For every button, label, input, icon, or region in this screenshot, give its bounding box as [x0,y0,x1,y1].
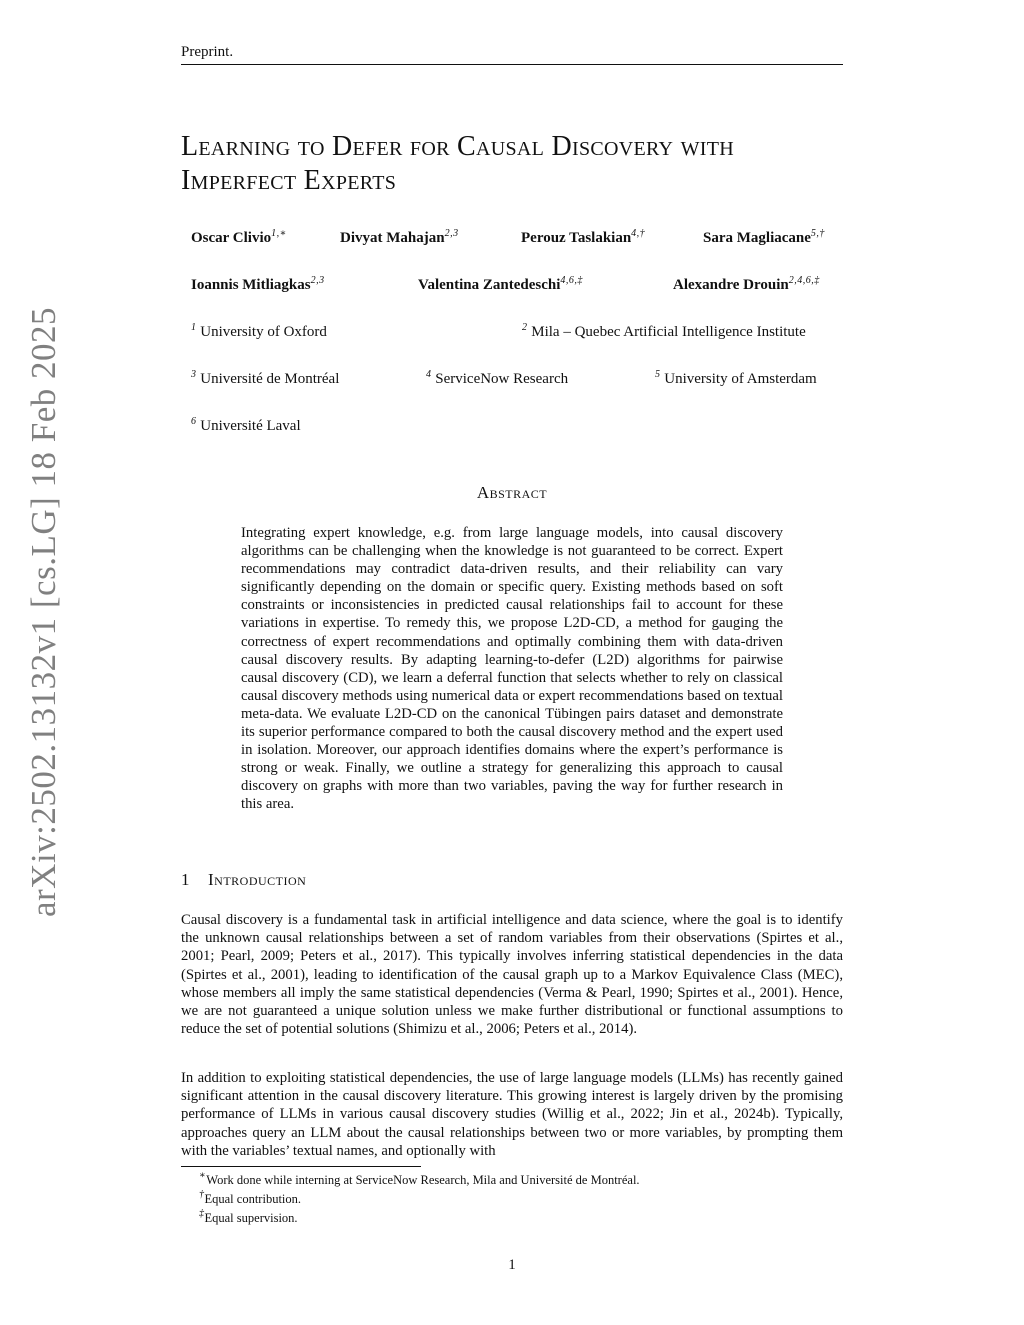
title-line-2: Imperfect Experts [181,165,397,196]
abstract-heading: Abstract [476,483,548,502]
author-marks: 4,6,‡ [560,275,583,286]
section-heading-introduction [181,870,306,890]
author [191,228,287,247]
affiliation [191,322,327,341]
footnote-mark: ‡ [199,1208,205,1219]
affiliation [655,369,817,388]
affiliation-name: University of Oxford [200,324,327,340]
affiliation-number: 1 [191,322,197,333]
footnote-text: Equal contribution. [204,1192,302,1206]
affiliation-name: Université de Montréal [200,371,340,387]
author-marks: 5,† [810,228,825,239]
affiliation-number: 4 [426,369,432,380]
author-marks: 2,3 [444,228,459,239]
footnote [199,1208,298,1226]
affiliation-name: Mila – Quebec Artificial Intelligence Institute [531,324,806,340]
author-name: Sara Magliacane [703,230,811,246]
affiliation [522,322,806,341]
author [703,228,825,247]
author-marks: 2,3 [310,275,325,286]
footnote-rule [181,1166,421,1167]
author-name: Valentina Zantedeschi [418,277,561,293]
footnote-text: Equal supervision. [204,1211,298,1225]
header-rule [181,64,843,65]
running-header: Preprint. [181,44,234,60]
footnote-text: Work done while interning at ServiceNow Research, Mila and Université de Montréal. [206,1173,640,1187]
author-name: Ioannis Mitliagkas [191,277,311,293]
author [340,228,459,247]
author-name: Perouz Taslakian [521,230,632,246]
footnote [199,1170,640,1188]
affiliation-number: 3 [191,369,197,380]
title-line-1: Learning to Defer for Causal Discovery with [181,131,734,162]
author-marks: 2,4,6,‡ [788,275,820,286]
author [673,275,820,294]
affiliation-name: Université Laval [200,418,301,434]
author-marks: 1,∗ [271,228,287,239]
author [191,275,325,294]
affiliation-number: 6 [191,416,197,427]
footnote [199,1189,301,1207]
affiliation-number: 2 [522,322,528,333]
intro-paragraph-2: In addition to exploiting statistical dependencies, the use of large language models (LLMs) has recently gained significant attention in the causal discovery literature. This growing interest is largely driven by the promising performance of LLMs in various causal discovery studies (Willig et al., 2022; Jin et al., 2024b). Typically, approaches query an LLM about the causal relationships between two or more variables, by prompting them with the variables’ textual names, and optionally with [181,1070,843,1159]
author-name: Divyat Mahajan [340,230,445,246]
affiliation-name: University of Amsterdam [664,371,817,387]
affiliation [191,369,339,388]
author-name: Alexandre Drouin [673,277,789,293]
affiliation-name: ServiceNow Research [435,371,569,387]
arxiv-stamp-text: arXiv:2502.13132v1 [cs.LG] 18 Feb 2025 [24,306,63,918]
footnote-mark: † [199,1189,205,1200]
paper-title [181,130,851,198]
affiliation [191,416,301,435]
abstract-text: Integrating expert knowledge, e.g. from large language models, into causal discovery algorithms can be challenging when the knowledge is not guaranteed to be correct. Expert recommendations may contradict data-driven results, and their reliability can vary significantly depending on the domain or specific query. Existing methods based on soft constraints or inconsistencies in predicted causal relationships fail to account for these variations in expertise. To remedy this, we propose L2D-CD, a method for gauging the correctness of expert recommendations and optimally combining them with data-driven causal discovery results. By adapting learning-to-defer (L2D) algorithms for pairwise causal discovery (CD), we learn a deferral function that selects whether to rely on classical causal discovery methods using numerical data or expert recommendations based on textual meta-data. We evaluate L2D-CD on the canonical Tübingen pairs dataset and demonstrate its superior performance compared to both the causal discovery method and the expert used in isolation. Moreover, our approach identifies domains where the expert’s performance is strong or weak. Finally, we outline a strategy for generalizing this approach to causal discovery on graphs with more than two variables, paving the way for further research in this area. [241,525,783,813]
page-number: 1 [508,1257,516,1273]
intro-paragraph-1: Causal discovery is a fundamental task in artificial intelligence and data science, where the goal is to identify the unknown causal relationships between a set of random variables from their observations (Spirtes et al., 2001; Pearl, 2009; Peters et al., 2017). This typically involves inferring statistical dependencies in the data (Spirtes et al., 2001), leading to identification of the causal graph up to a Markov Equivalence Class (MEC), whose members all imply the same statistical dependencies (Verma & Pearl, 1990; Spirtes et al., 2001). Hence, we are not guaranteed a unique solution unless we make further distributional or functional assumptions to reduce the set of potential solutions (Shimizu et al., 2006; Peters et al., 2014). [181,912,843,1038]
footnote-mark: ∗ [199,1170,207,1181]
author-marks: 4,† [631,228,646,239]
author [521,228,645,247]
section-title: Introduction [208,870,307,889]
author [418,275,583,294]
section-number: 1 [181,870,190,889]
affiliation-number: 5 [655,369,661,380]
affiliation [426,369,568,388]
author-name: Oscar Clivio [191,230,272,246]
